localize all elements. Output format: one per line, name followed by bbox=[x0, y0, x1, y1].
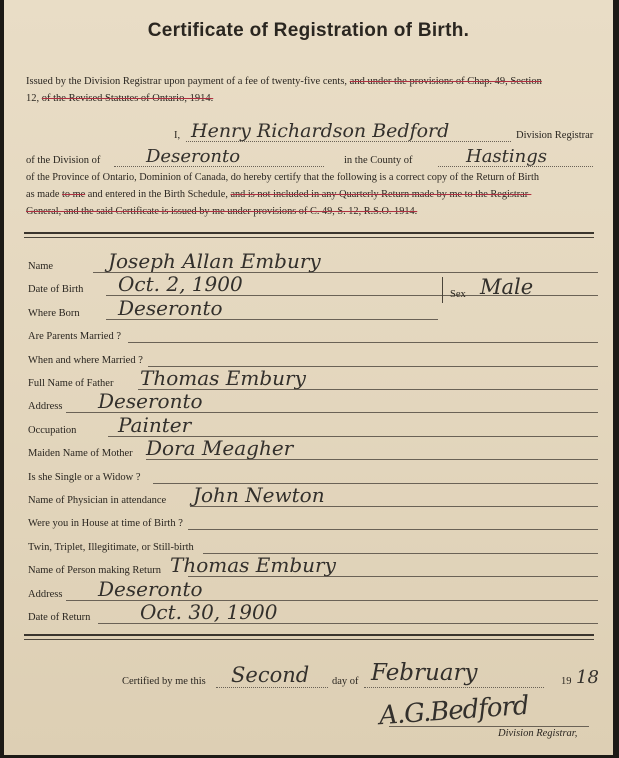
field-label: Address bbox=[28, 588, 63, 600]
signature-line bbox=[389, 726, 589, 727]
field-label: Occupation bbox=[28, 424, 77, 436]
certified-day-underline bbox=[216, 687, 328, 688]
field-value: Oct. 2, 1900 bbox=[118, 272, 243, 297]
certified-month-underline bbox=[364, 687, 544, 688]
field-label: Were you in House at time of Birth ? bbox=[28, 518, 183, 530]
certified-label: Certified by me this bbox=[122, 676, 206, 687]
intro-line-2 bbox=[26, 93, 596, 104]
field-label: Name of Physician in attendance bbox=[28, 495, 167, 506]
county-label: in the County of bbox=[344, 155, 413, 166]
made-plain-b: and entered in the Birth Schedule, bbox=[87, 189, 228, 200]
field-label: Name bbox=[28, 261, 54, 272]
intro-line-1 bbox=[26, 76, 596, 87]
field-label: Is she Single or a Widow ? bbox=[28, 471, 141, 483]
field-label: Twin, Triplet, Illegitimate, or Still-birth bbox=[28, 541, 194, 553]
registrar-suffix: Division Registrar bbox=[516, 130, 594, 141]
certify-line: of the Province of Ontario, Dominion of Canada, do hereby certify that the following is a correct copy of the Return of Birth bbox=[26, 172, 539, 183]
certified-year-suffix: 18 bbox=[576, 667, 599, 688]
field-value: Painter bbox=[118, 412, 192, 437]
field-value: Joseph Allan Embury bbox=[108, 249, 321, 273]
field-value: Thomas Embury bbox=[170, 553, 336, 578]
certified-day-of: day of bbox=[332, 676, 359, 687]
field-underline bbox=[188, 529, 598, 530]
sex-divider bbox=[442, 277, 443, 303]
general-line bbox=[26, 206, 596, 217]
field-label: Are Parents Married ? bbox=[28, 331, 122, 343]
field-label: Date of Return bbox=[28, 612, 91, 623]
intro-struck-text-1: and under the provisions of Chap. 49, Section bbox=[349, 76, 542, 87]
field-label: Date of Birth bbox=[28, 284, 84, 296]
field-underline bbox=[128, 342, 598, 343]
field-label: Full Name of Father bbox=[28, 378, 114, 389]
bottom-rule-1 bbox=[24, 634, 594, 636]
made-struck-a: to me bbox=[62, 189, 86, 200]
certified-month: February bbox=[371, 660, 478, 686]
made-line bbox=[26, 189, 596, 200]
field-label: Address bbox=[28, 401, 63, 413]
field-value: Dora Meagher bbox=[146, 436, 294, 461]
field-value: Thomas Embury bbox=[140, 366, 306, 390]
bottom-rule-2 bbox=[24, 639, 594, 640]
division-underline bbox=[114, 166, 324, 167]
registrar-name-line bbox=[186, 141, 511, 142]
registrar-prefix: I, bbox=[174, 130, 181, 141]
county-value: Hastings bbox=[466, 146, 548, 167]
sex-value: Male bbox=[480, 275, 534, 299]
field-label: When and where Married ? bbox=[28, 354, 143, 366]
field-label: Where Born bbox=[28, 307, 80, 319]
intro-section-text: 12, bbox=[26, 93, 40, 104]
certificate-title: Certificate of Registration of Birth. bbox=[147, 20, 470, 41]
made-plain-a: as made bbox=[26, 189, 60, 200]
field-label: Maiden Name of Mother bbox=[28, 448, 133, 460]
top-rule-1 bbox=[24, 232, 594, 234]
division-value: Deseronto bbox=[146, 146, 241, 167]
certificate-page bbox=[4, 0, 613, 755]
field-value: Deseronto bbox=[118, 295, 223, 320]
county-underline bbox=[438, 166, 593, 167]
division-label: of the Division of bbox=[26, 155, 101, 166]
field-value: Oct. 30, 1900 bbox=[140, 600, 278, 624]
intro-fee-text: Issued by the Division Registrar upon payment of a fee of twenty-five cents, bbox=[26, 76, 348, 87]
intro-struck-text-2: of the Revised Statutes of Ontario, 1914. bbox=[41, 93, 214, 104]
field-value: Deseronto bbox=[98, 389, 203, 414]
registrar-title: Division Registrar, bbox=[498, 728, 578, 739]
made-struck-b: and is not included in any Quarterly Return made by me to the Registrar- bbox=[230, 189, 532, 200]
sex-label: Sex bbox=[450, 289, 466, 300]
registrar-name: Henry Richardson Bedford bbox=[191, 120, 450, 142]
field-label: Name of Person making Return bbox=[28, 565, 161, 577]
certified-year-prefix: 19 bbox=[561, 676, 572, 687]
top-rule-2 bbox=[24, 237, 594, 238]
general-struck: General, and the said Certificate is issued by me under provisions of C. 49, S. 12, R.S.O. 1914. bbox=[26, 206, 418, 217]
certified-day: Second bbox=[231, 663, 310, 687]
field-value: Deseronto bbox=[98, 576, 203, 601]
field-value: John Newton bbox=[193, 483, 325, 507]
registrar-signature: A.G.Bedford bbox=[378, 690, 530, 732]
